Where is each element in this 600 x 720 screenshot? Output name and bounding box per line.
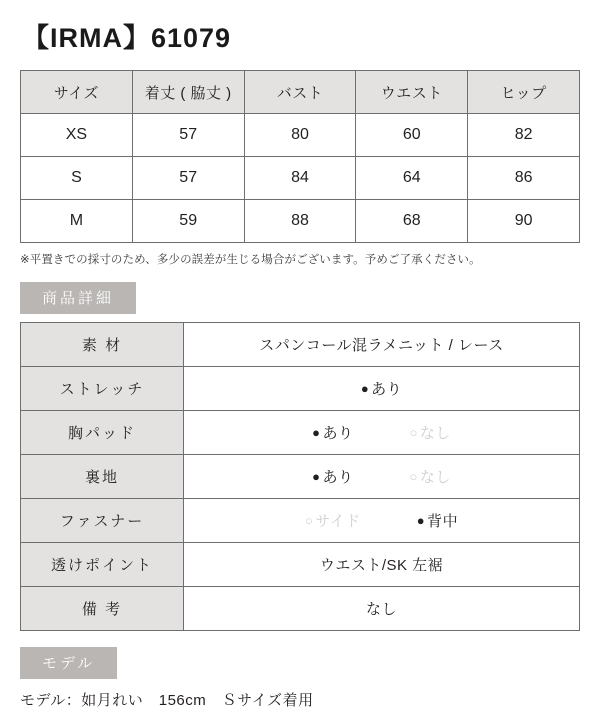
section-heading-detail: 商品詳細	[20, 282, 136, 314]
size-table	[20, 70, 580, 243]
option-group	[185, 422, 578, 443]
empty-circle-icon: ○	[409, 469, 418, 485]
option-label: あり	[322, 425, 354, 443]
detail-table-body	[21, 323, 580, 631]
size-cell-waist: 60	[356, 114, 468, 157]
table-row	[21, 499, 580, 543]
empty-circle-icon: ○	[304, 513, 314, 529]
size-table-head	[21, 71, 580, 114]
size-table-body	[21, 114, 580, 243]
size-cell-waist: 64	[356, 157, 468, 200]
table-row	[21, 200, 580, 243]
size-table-header-cell: バスト	[244, 71, 356, 114]
measurement-note: ※平置きでの採寸のため、多少の誤差が生じる場合がございます。予めご了承ください。	[20, 254, 481, 267]
size-cell-length: 59	[132, 200, 244, 243]
option-group	[185, 466, 578, 487]
option-lining-yes	[312, 466, 353, 487]
option-bust-pad-yes	[312, 422, 353, 443]
size-cell-waist: 68	[356, 200, 468, 243]
size-cell-name: XS	[21, 114, 133, 157]
option-label: サイド	[315, 513, 361, 531]
detail-value-remarks: なし	[184, 587, 580, 631]
detail-table	[20, 322, 580, 631]
detail-value-stretch	[184, 367, 580, 411]
size-cell-name: M	[21, 200, 133, 243]
detail-value-material: スパンコール混ラメニット / レース	[184, 323, 580, 367]
table-row	[21, 455, 580, 499]
size-cell-bust: 88	[244, 200, 356, 243]
option-lining-no	[410, 466, 451, 487]
detail-label-bust-pad: 胸パッド	[21, 411, 184, 455]
filled-circle-icon: ●	[416, 513, 426, 529]
option-zipper-side	[305, 510, 361, 531]
detail-value-lining	[184, 455, 580, 499]
size-table-header-cell: ヒップ	[468, 71, 580, 114]
table-row	[21, 543, 580, 587]
detail-label-sheer-point: 透けポイント	[21, 543, 184, 587]
size-cell-hip: 82	[468, 114, 580, 157]
option-label: なし	[419, 425, 451, 443]
size-cell-name: S	[21, 157, 133, 200]
table-row	[21, 411, 580, 455]
table-row	[21, 157, 580, 200]
size-table-header-cell: サイズ	[21, 71, 133, 114]
detail-value-bust-pad	[184, 411, 580, 455]
detail-value-sheer-point: ウエスト/SK 左裾	[184, 543, 580, 587]
empty-circle-icon: ○	[409, 425, 418, 441]
option-stretch-yes	[361, 381, 402, 398]
filled-circle-icon: ●	[312, 425, 321, 441]
section-heading-model: モデル	[20, 647, 117, 679]
option-label: あり	[322, 469, 354, 487]
size-cell-length: 57	[132, 114, 244, 157]
detail-label-material: 素 材	[21, 323, 184, 367]
detail-label-lining: 裏地	[21, 455, 184, 499]
option-zipper-back	[417, 510, 458, 531]
size-table-header-row	[21, 71, 580, 114]
option-label: あり	[371, 381, 403, 399]
option-group	[185, 510, 578, 531]
filled-circle-icon: ●	[312, 469, 321, 485]
size-table-header-cell: ウエスト	[356, 71, 468, 114]
option-bust-pad-no	[410, 422, 451, 443]
size-cell-bust: 80	[244, 114, 356, 157]
size-table-header-cell: 着丈 ( 脇丈 )	[132, 71, 244, 114]
size-cell-hip: 86	[468, 157, 580, 200]
page-title: 【IRMA】61079	[22, 23, 232, 53]
size-cell-hip: 90	[468, 200, 580, 243]
table-row	[21, 587, 580, 631]
option-label: なし	[419, 469, 451, 487]
detail-label-stretch: ストレッチ	[21, 367, 184, 411]
detail-label-remarks: 備 考	[21, 587, 184, 631]
model-info: モデル：如月れい 156cm Ｓサイズ着用	[20, 692, 314, 710]
size-cell-length: 57	[132, 157, 244, 200]
filled-circle-icon: ●	[360, 381, 370, 397]
table-row	[21, 367, 580, 411]
size-cell-bust: 84	[244, 157, 356, 200]
table-row	[21, 323, 580, 367]
detail-label-zipper: ファスナー	[21, 499, 184, 543]
option-label: 背中	[427, 513, 459, 531]
detail-value-zipper	[184, 499, 580, 543]
table-row	[21, 114, 580, 157]
